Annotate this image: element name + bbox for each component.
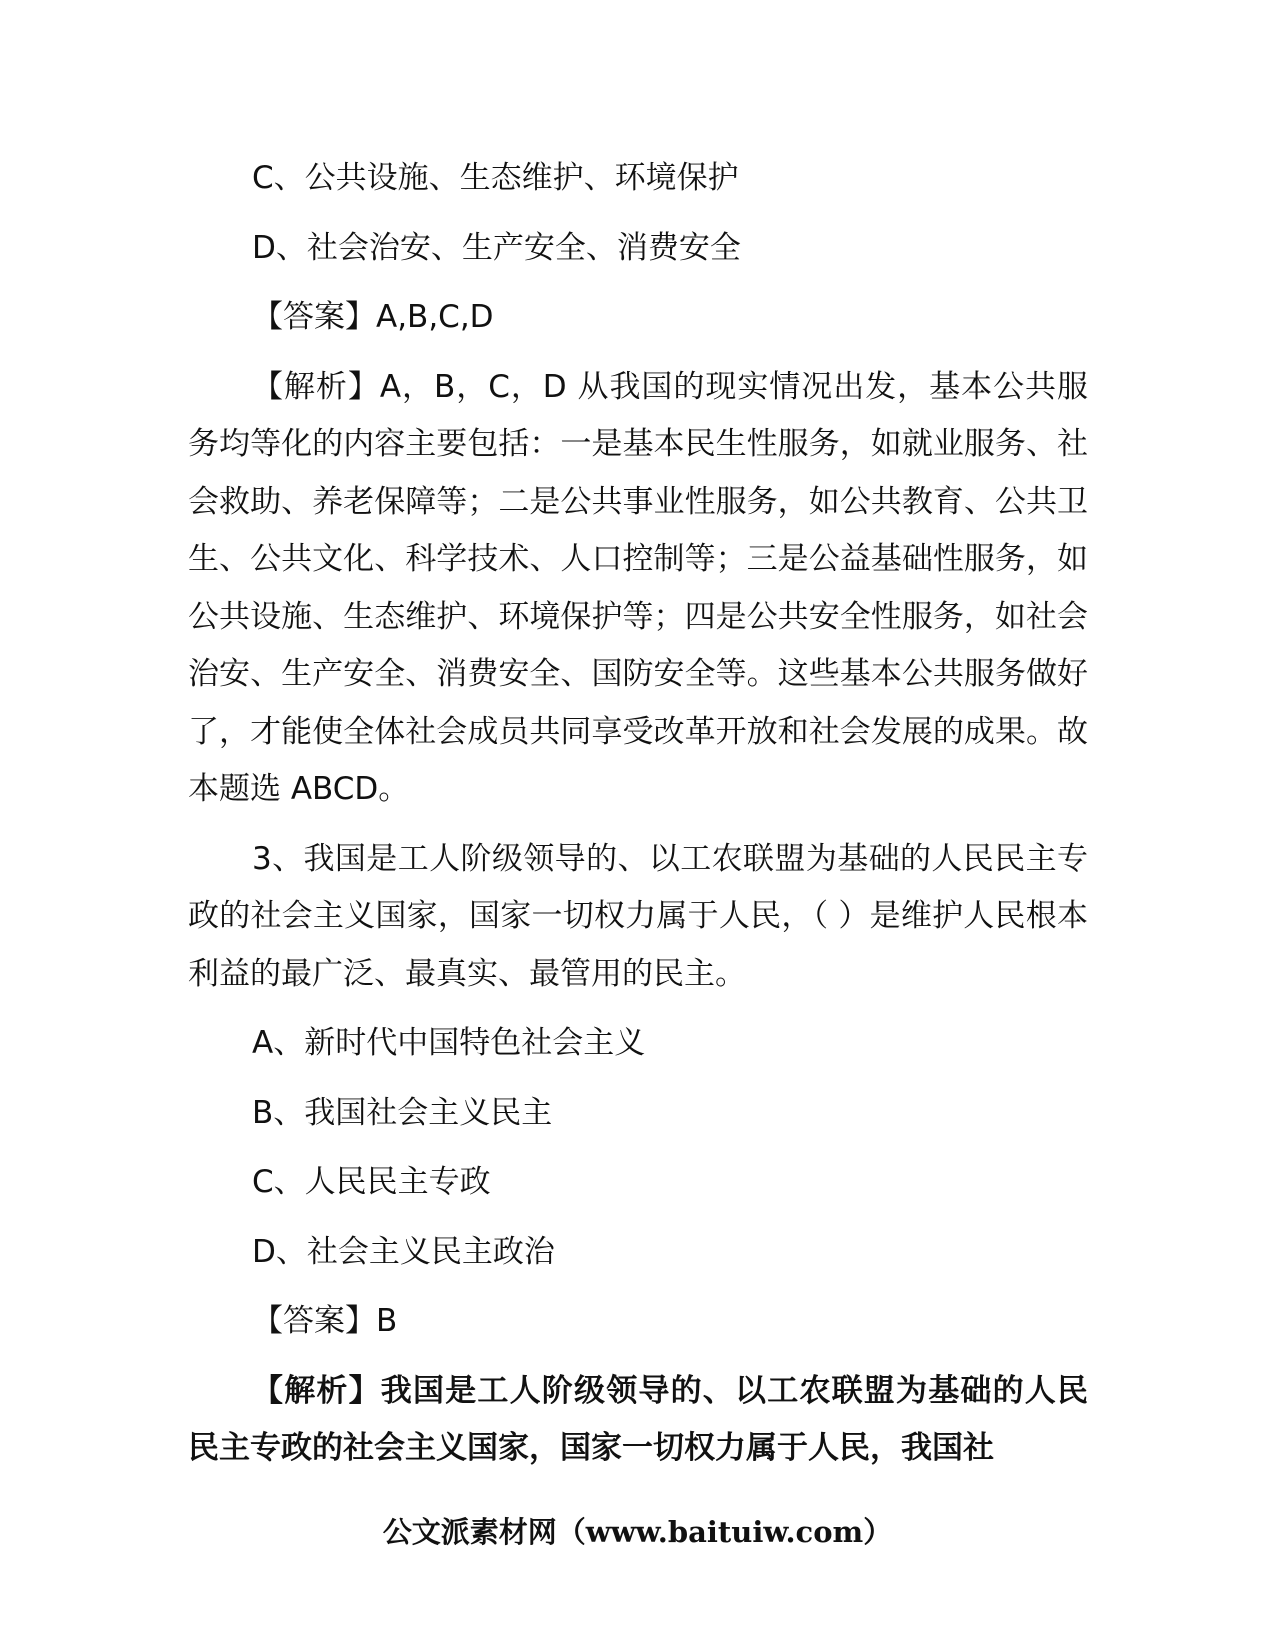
q3-answer: 【答案】B — [252, 1303, 398, 1339]
q3-option-a: A、新时代中国特色社会主义 — [252, 1025, 646, 1061]
q3-option-d: D、社会主义民主政治 — [252, 1233, 555, 1270]
answer-prev: 【答案】A,B,C,D — [252, 299, 494, 335]
question-3: 3、我国是工人阶级领导的、以工农联盟为基础的人民民主专政的社会主义国家，国家一切权力属于人民，（ ）是维护人民根本利益的最广泛、最真实、最管用的民主。 — [188, 840, 1088, 992]
option-c-prev: C、公共设施、生态维护、环境保护 — [252, 160, 739, 196]
q3-option-b: B、我国社会主义民主 — [252, 1094, 553, 1131]
document-body — [188, 150, 1088, 1478]
analysis-prev: 【解析】A，B，C，D 从我国的现实情况出发，基本公共服务均等化的内容主要包括：一是基本民生性服务，如就业服务、社会救助、养老保障等；二是公共事业性服务，如公共教育、公共卫生、公共文化、科学技术、人口控制等；三是公益基础性服务，如公共设施、生态维护、环境保护等；四是公共安全性服务，如社会治安、生产安全、消费安全、国防安全等。这些基本公共服务做好了，才能使全体社会成员共同享受改革开放和社会发展的成果。故本题选 ABCD。 — [188, 368, 1088, 807]
footer-watermark: 公文派素材网（www.baituiw.com） — [382, 1515, 893, 1549]
q3-option-c: C、人民民主专政 — [252, 1164, 491, 1200]
option-d-prev: D、社会治安、生产安全、消费安全 — [252, 229, 741, 266]
q3-analysis: 【解析】我国是工人阶级领导的、以工农联盟为基础的人民民主专政的社会主义国家，国家一切权力属于人民，我国社 — [188, 1372, 1088, 1466]
